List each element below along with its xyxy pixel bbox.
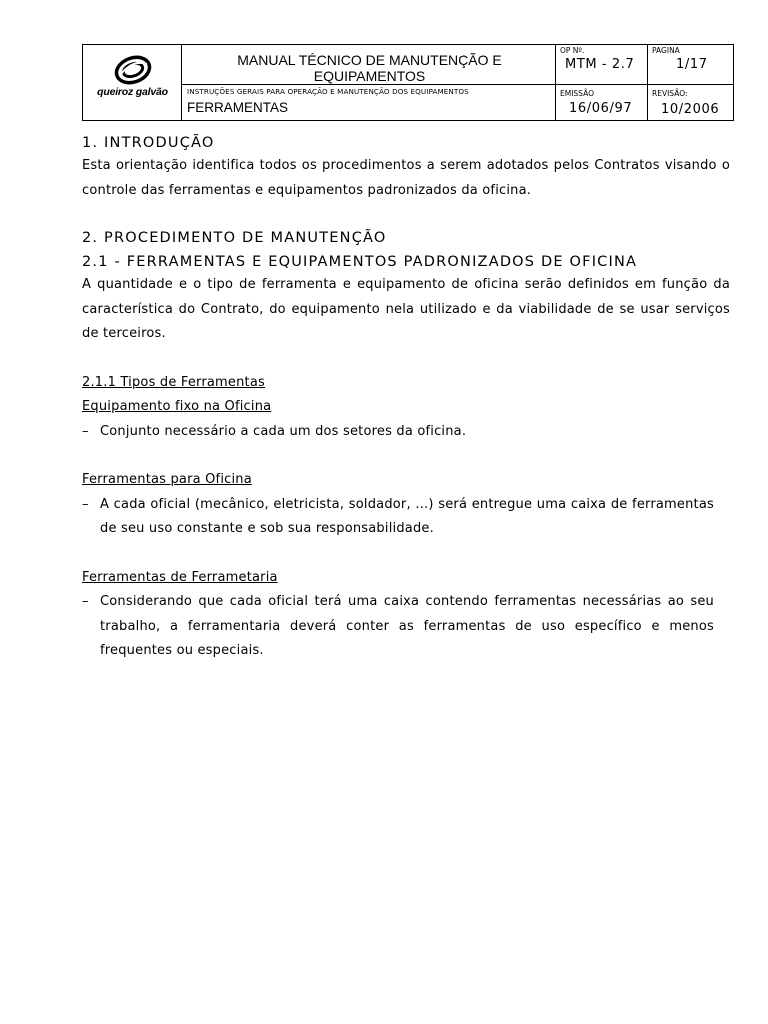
subheading-toolroom-tools: Ferramentas de Ferrametaria	[82, 569, 278, 585]
heading-tool-types: 2.1.1 Tipos de Ferramentas	[82, 374, 265, 390]
section-name: FERRAMENTAS	[187, 100, 289, 115]
manual-subtitle: INSTRUÇÕES GERAIS PARA OPERAÇÃO E MANUTENÇÃO DOS EQUIPAMENTOS	[187, 87, 469, 96]
page-value: 1/17	[676, 57, 708, 72]
op-label: OP Nº.	[560, 46, 585, 55]
heading-procedure: 2. PROCEDIMENTO DE MANUTENÇÃO	[82, 230, 387, 246]
dash-bullet: –	[82, 423, 89, 439]
emission-value: 16/06/97	[569, 101, 633, 116]
logo-swirl-icon	[114, 55, 152, 85]
list-item-text: Conjunto necessário a cada um dos setores da oficina.	[100, 423, 467, 439]
document-header	[82, 44, 734, 121]
page-label: PAGINA	[652, 46, 680, 55]
company-logo	[83, 45, 182, 120]
manual-title	[183, 52, 556, 84]
header-divider	[647, 45, 648, 120]
list-item	[82, 590, 730, 664]
op-value: MTM - 2.7	[565, 57, 635, 72]
list-item-text: A cada oficial (mecânico, eletricista, soldador, ...) será entregue uma caixa de ferramentas de seu uso constante e sob sua responsabilidade.	[100, 496, 714, 536]
intro-paragraph: Esta orientação identifica todos os procedimentos a serem adotados pelos Contratos visando o controle das ferramentas e equipamentos padronizados da oficina.	[82, 158, 730, 198]
heading-introduction: 1. INTRODUÇÃO	[82, 135, 215, 151]
list-item	[82, 420, 730, 445]
subheading-fixed-equipment: Equipamento fixo na Oficina	[82, 399, 272, 414]
logo-text: queiroz galvão	[97, 86, 168, 98]
subheading-workshop-tools: Ferramentas para Oficina	[82, 472, 252, 487]
heading-tools-standard: 2.1 - FERRAMENTAS E EQUIPAMENTOS PADRONIZADOS DE OFICINA	[82, 254, 638, 270]
title-line-2: EQUIPAMENTOS	[313, 68, 426, 84]
emission-label: EMISSÃO	[560, 89, 594, 98]
title-line-1: MANUAL TÉCNICO DE MANUTENÇÃO E	[237, 52, 502, 68]
tools-paragraph: A quantidade e o tipo de ferramenta e equipamento de oficina serão definidos em função da característica do Contrato, do equipamento nela utilizado e da viabilidade de se usar serviços de terceiros.	[82, 277, 730, 341]
list-item	[82, 493, 730, 542]
header-divider	[181, 84, 733, 85]
list-item-text: Considerando que cada oficial terá uma caixa contendo ferramentas necessárias ao seu trabalho, a ferramentaria deverá conter as ferramentas de uso específico e menos frequentes ou especiais.	[100, 594, 714, 658]
dash-bullet: –	[82, 496, 89, 512]
revision-value: 10/2006	[661, 102, 720, 117]
revision-label: REVISÃO:	[652, 89, 688, 98]
dash-bullet: –	[82, 594, 89, 609]
document-body	[82, 132, 730, 664]
